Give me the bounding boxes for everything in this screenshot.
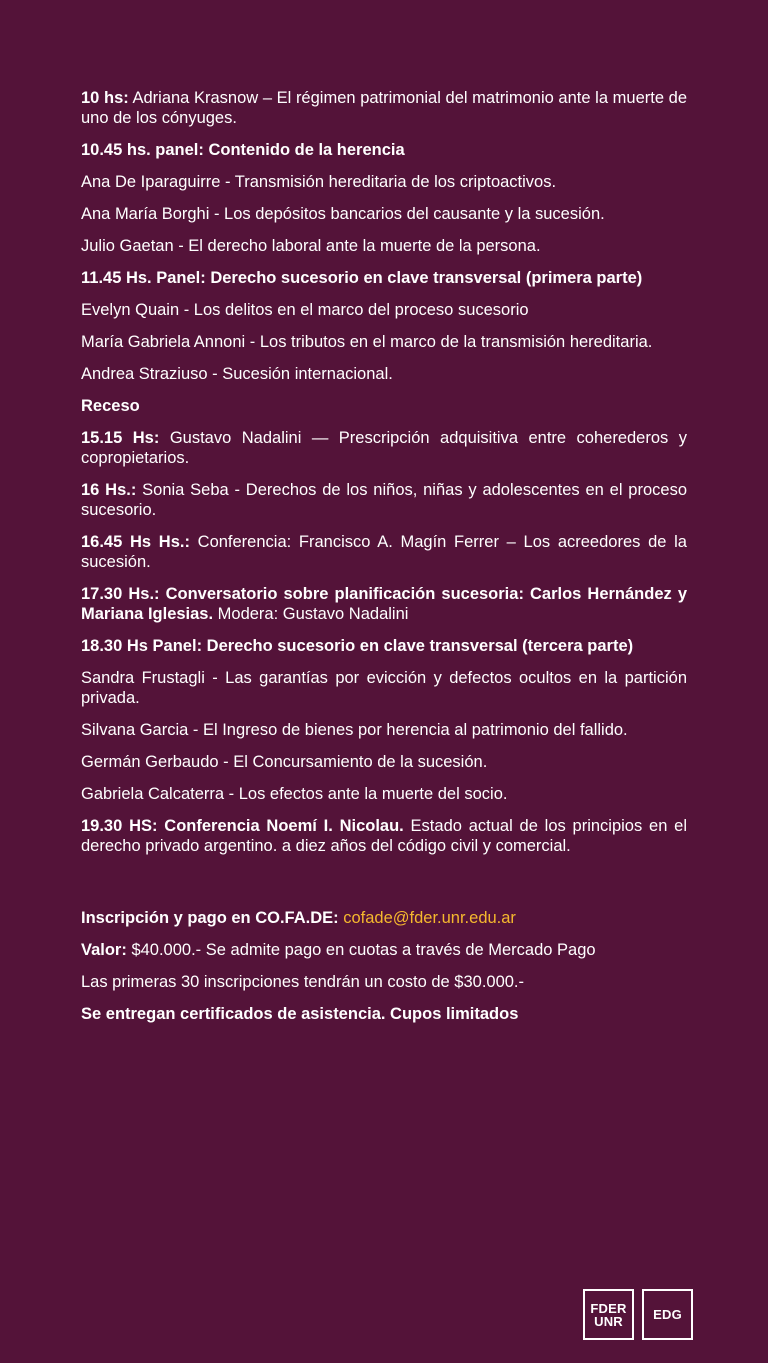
edg-logo (642, 1289, 693, 1340)
fder-logo-line2: UNR (594, 1313, 623, 1329)
item-text: Adriana Krasnow – El régimen patrimonial del matrimonio ante la muerte de uno de los cónyuges. (81, 89, 688, 127)
schedule-item (81, 236, 687, 256)
item-text: Conferencia: Francisco A. Magín Ferrer – Los acreedores de la sucesión. (81, 533, 687, 571)
item-text: Julio Gaetan - El derecho laboral ante la muerte de la persona. (81, 237, 541, 255)
schedule-item (81, 816, 687, 856)
item-text: Ana María Borghi - Los depósitos bancarios del causante y la sucesión. (81, 205, 605, 223)
registration-label: Inscripción y pago en CO.FA.DE: (81, 909, 344, 927)
item-text: Sonia Seba - Derechos de los niños, niñas y adolescentes en el proceso sucesorio. (81, 481, 688, 519)
panel-heading (81, 636, 687, 656)
schedule-item (81, 364, 687, 384)
registration-line (81, 908, 687, 928)
schedule-list (81, 88, 687, 856)
schedule-item (81, 204, 687, 224)
item-text: Evelyn Quain - Los delitos en el marco del proceso sucesorio (81, 301, 529, 319)
fder-unr-logo (583, 1289, 634, 1340)
price-label: Valor: (81, 941, 127, 959)
schedule-item (81, 584, 687, 624)
item-time: 10 hs: (81, 89, 129, 107)
schedule-item (81, 784, 687, 804)
section-spacer (81, 868, 687, 908)
schedule-item (81, 752, 687, 772)
item-time: 15.15 Hs: (81, 429, 160, 447)
item-text: Gustavo Nadalini — Prescripción adquisitiva entre coherederos y copropietarios. (81, 429, 687, 467)
registration-email-link[interactable]: cofade@fder.unr.edu.ar (343, 909, 516, 927)
price-text: $40.000.- Se admite pago en cuotas a través de Mercado Pago (126, 941, 596, 959)
schedule-item (81, 532, 687, 572)
schedule-item (81, 88, 687, 128)
footer-logos (583, 1289, 693, 1340)
schedule-item (81, 480, 687, 520)
info-section (81, 908, 687, 1024)
certificates-line: Se entregan certificados de asistencia. Cupos limitados (81, 1005, 519, 1023)
item-text: Sandra Frustagli - Las garantías por evicción y defectos ocultos en la partición privada. (81, 669, 687, 707)
item-text: María Gabriela Annoni - Los tributos en el marco de la transmisión hereditaria. (81, 333, 653, 351)
panel-heading (81, 140, 687, 160)
schedule-item (81, 172, 687, 192)
item-text: Ana De Iparaguirre - Transmisión hereditaria de los criptoactivos. (81, 173, 557, 191)
item-text: Silvana Garcia - El Ingreso de bienes por herencia al patrimonio del fallido. (81, 721, 628, 739)
item-text: Germán Gerbaudo - El Concursamiento de la sucesión. (81, 753, 488, 771)
schedule-item (81, 668, 687, 708)
schedule-item (81, 720, 687, 740)
item-text: Gabriela Calcaterra - Los efectos ante la muerte del socio. (81, 785, 508, 803)
item-time: 16 Hs.: (81, 481, 137, 499)
discount-line: Las primeras 30 inscripciones tendrán un costo de $30.000.- (81, 973, 525, 991)
price-line (81, 940, 687, 960)
fder-logo-line1: FDER (590, 1300, 627, 1316)
item-text: Modera: Gustavo Nadalini (213, 605, 409, 623)
item-time: 11.45 Hs. Panel: Derecho sucesorio en clave transversal (primera parte) (81, 269, 643, 287)
recess-heading (81, 396, 687, 416)
item-time: 10.45 hs. panel: Contenido de la herencia (81, 141, 405, 159)
schedule-item (81, 332, 687, 352)
schedule-item (81, 428, 687, 468)
item-text: Estado actual de los principios en el derecho privado argentino. a diez años del código civil y comercial. (81, 817, 687, 855)
edg-logo-text: EDG (653, 1307, 682, 1322)
item-time: 17.30 Hs.: Conversatorio sobre planificación sucesoria: Carlos Hernández y Mariana Iglesias. (81, 585, 687, 623)
item-text: Andrea Straziuso - Sucesión internacional. (81, 365, 393, 383)
schedule-item (81, 300, 687, 320)
item-time: Receso (81, 397, 140, 415)
program-content (81, 88, 687, 1036)
panel-heading (81, 268, 687, 288)
item-time: 16.45 Hs Hs.: (81, 533, 190, 551)
item-time: 19.30 HS: Conferencia Noemí I. Nicolau. (81, 817, 404, 835)
item-time: 18.30 Hs Panel: Derecho sucesorio en clave transversal (tercera parte) (81, 637, 634, 655)
